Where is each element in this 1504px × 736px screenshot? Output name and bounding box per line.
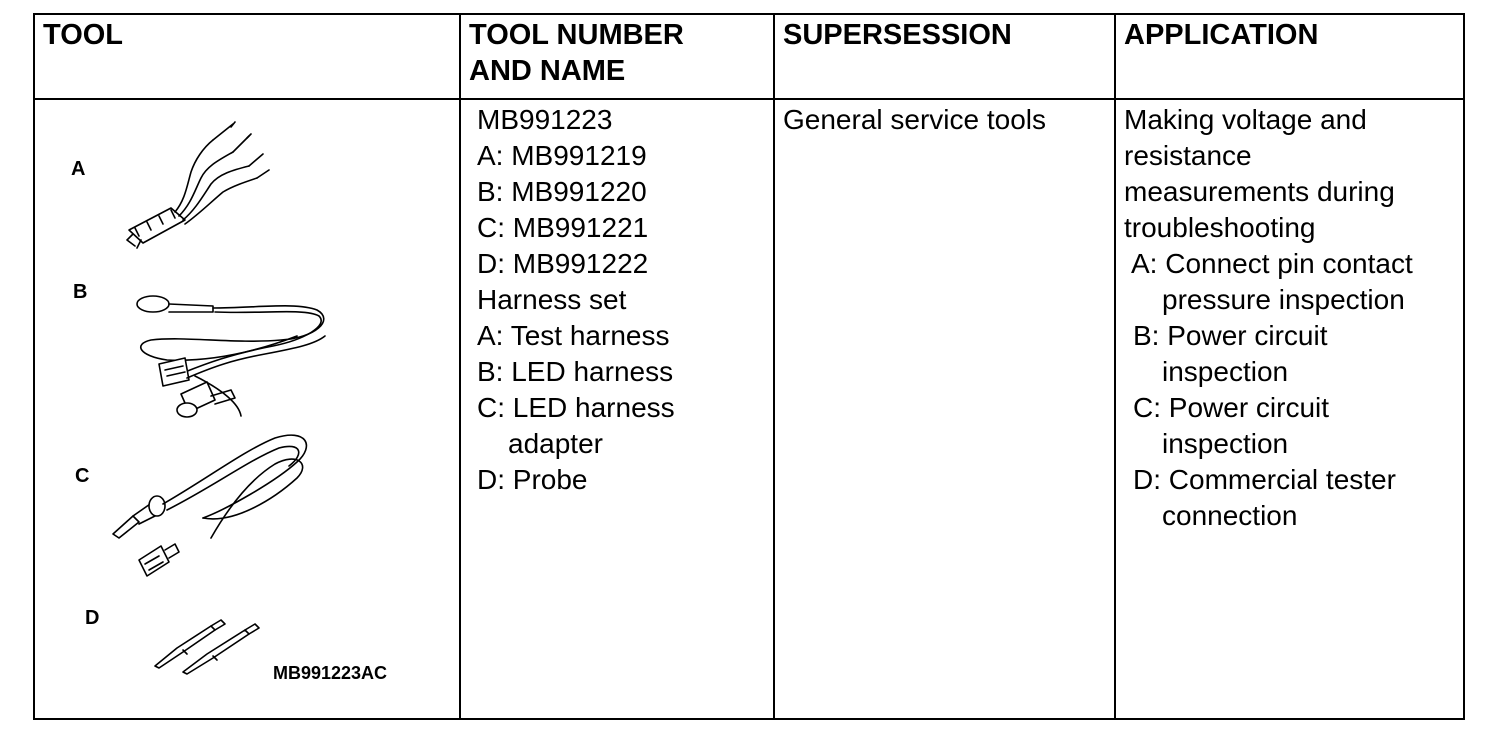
probe-drawing xyxy=(155,620,259,674)
application-line: C: Power circuit xyxy=(1133,392,1330,423)
figure-label-d: D xyxy=(85,607,100,629)
figure-label-a: A xyxy=(71,158,86,180)
tool-number-line: adapter xyxy=(508,428,603,459)
supersession-cell xyxy=(783,102,1046,138)
application-line: A: Connect pin contact xyxy=(1131,248,1413,279)
special-tools-table xyxy=(33,13,1465,720)
tool-number-line: Harness set xyxy=(477,284,627,315)
header-tool-number-line: TOOL NUMBER xyxy=(469,19,684,51)
tool-illustration xyxy=(35,100,459,720)
supersession-text: General service tools xyxy=(783,104,1047,135)
header-tool-number-line: AND NAME xyxy=(469,55,626,87)
tool-number-line: C: LED harness xyxy=(477,392,675,423)
test-harness-drawing xyxy=(127,122,269,248)
header-application: APPLICATION xyxy=(1124,19,1319,51)
application-line: connection xyxy=(1162,500,1298,531)
header-tool-number xyxy=(469,17,684,89)
header-supersession: SUPERSESSION xyxy=(783,19,1012,51)
application-line: D: Commercial tester xyxy=(1133,464,1396,495)
column-divider xyxy=(773,15,775,718)
application-line: pressure inspection xyxy=(1162,284,1405,315)
figure-label-c: C xyxy=(75,465,90,487)
application-line: B: Power circuit xyxy=(1133,320,1328,351)
tool-number-line: B: LED harness xyxy=(477,356,674,387)
led-harness-drawing xyxy=(137,296,325,417)
header-tool: TOOL xyxy=(43,19,124,51)
tool-number-cell xyxy=(477,102,675,498)
application-cell xyxy=(1124,102,1413,534)
tool-number-line: A: MB991219 xyxy=(477,140,647,171)
led-harness-adapter-drawing xyxy=(113,435,306,576)
column-divider xyxy=(459,15,461,718)
application-line: inspection xyxy=(1162,356,1289,387)
column-divider xyxy=(1114,15,1116,718)
tool-number-line: D: Probe xyxy=(477,464,588,495)
tool-number-line: A: Test harness xyxy=(477,320,670,351)
tool-number-line: MB991223 xyxy=(477,104,613,135)
figure-label-b: B xyxy=(73,281,88,303)
application-line: Making voltage and xyxy=(1124,104,1367,135)
tool-number-line: B: MB991220 xyxy=(477,176,647,207)
application-line: resistance xyxy=(1124,140,1252,171)
tool-number-line: D: MB991222 xyxy=(477,248,649,279)
figure-caption: MB991223AC xyxy=(273,663,388,683)
tool-number-line: C: MB991221 xyxy=(477,212,649,243)
application-line: troubleshooting xyxy=(1124,212,1316,243)
application-line: inspection xyxy=(1162,428,1289,459)
application-line: measurements during xyxy=(1124,176,1395,207)
